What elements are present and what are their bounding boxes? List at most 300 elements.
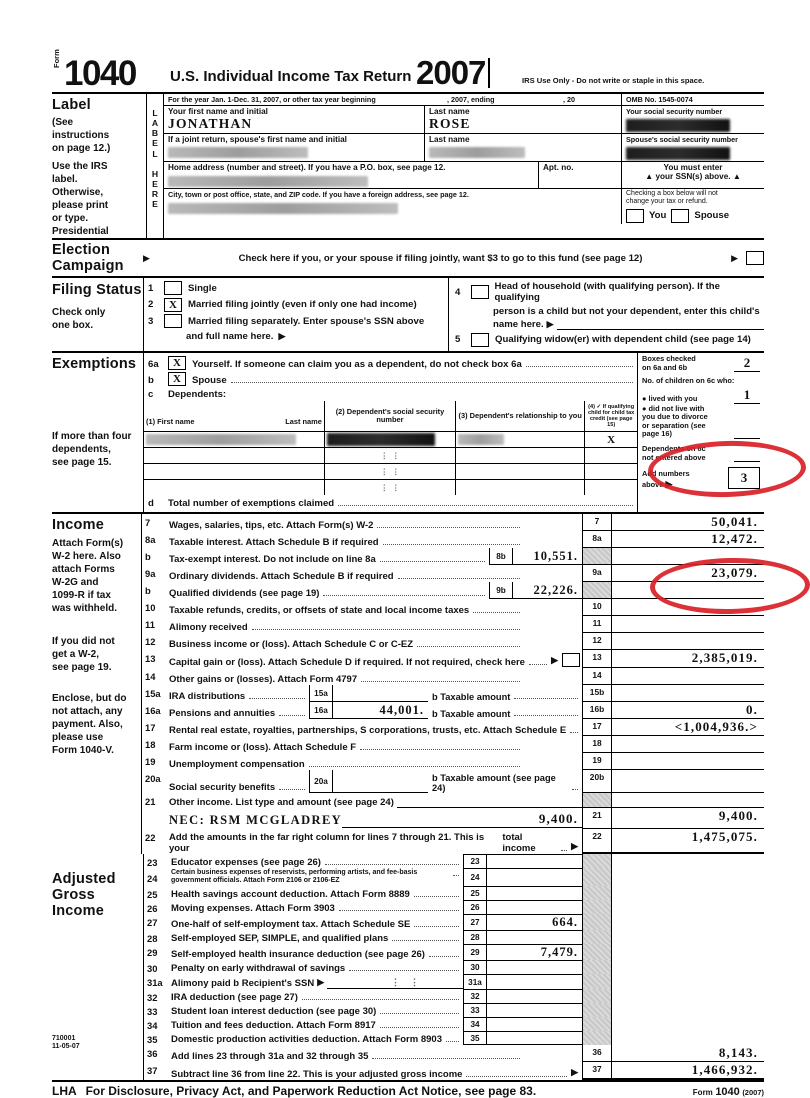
checkbox-note-line2: change your tax or refund.	[626, 197, 708, 205]
line-21-amount[interactable]: 9,400.	[611, 808, 764, 829]
tax-year-20-caption: , 20	[563, 95, 575, 104]
income-note-b1: If you did not	[52, 636, 115, 647]
line-29-amount[interactable]: 7,479.	[540, 945, 578, 959]
line-35-shade	[582, 1031, 611, 1045]
agi-line-31a[interactable]	[144, 974, 764, 989]
line-9a-amount[interactable]: 23,079.	[611, 565, 764, 582]
line-34-number: 34	[147, 1020, 158, 1031]
dependent-3-ssn-cell[interactable]: ⋮ ⋮	[324, 464, 455, 480]
line-18-number: 18	[145, 739, 156, 750]
agi-line-24[interactable]	[144, 868, 764, 886]
income-line-8b[interactable]	[142, 548, 764, 565]
line-25-number: 25	[147, 889, 158, 900]
agi-line-29[interactable]	[144, 944, 764, 960]
line-22-label-bold: total income	[502, 832, 536, 854]
line-18-amount[interactable]	[611, 736, 764, 753]
arrow-right-icon: ▶	[143, 252, 150, 263]
line-33-blank	[611, 1003, 764, 1017]
income-note-a6: was withheld.	[52, 603, 118, 614]
city-caption: City, town or post office, state, and ZIP code. If you have a foreign address, see page 12.	[168, 190, 469, 199]
line-21-box-number: 21	[582, 808, 611, 829]
line-29-shade	[582, 944, 611, 960]
exemption-6a-number: 6a	[148, 359, 159, 370]
exemption-6a-label: Yourself. If someone can claim you as a dependent, do not check box 6a	[192, 359, 522, 370]
line-9a-number: 9a	[145, 568, 156, 579]
income-line-22[interactable]	[142, 829, 764, 854]
line-20b-amount[interactable]	[611, 770, 764, 793]
filing-status-4-label: Head of household (with qualifying person). If the qualifying	[494, 281, 720, 303]
lived-with-you-value[interactable]: 1	[734, 387, 760, 404]
presidential-campaign-text: Check here if you, or your spouse if filing jointly, want $3 to go to this fund (see page 12)	[238, 252, 643, 264]
dependent-1-relationship-cell[interactable]	[456, 432, 585, 448]
line-28-subbox[interactable]	[463, 930, 582, 944]
income-note-c1: Enclose, but do	[52, 693, 127, 704]
line-9b-sub-number: 9b	[490, 582, 513, 598]
line-28-number: 28	[147, 933, 158, 944]
presidential-spouse-checkbox[interactable]	[671, 209, 689, 223]
exemption-6a-row[interactable]	[144, 353, 637, 371]
line-9b-label: Qualified dividends (see page 19)	[169, 588, 320, 599]
dependent-2-name-cell[interactable]	[144, 448, 324, 464]
filing-status-left	[52, 278, 143, 351]
children-on-6c-caption: No. of children on 6c who:	[642, 376, 735, 386]
address-redacted-value[interactable]	[168, 176, 368, 187]
line-14-box-number: 14	[582, 668, 611, 685]
line-36-amount[interactable]: 8,143.	[611, 1045, 764, 1062]
line-34-box-number: 34	[464, 1018, 487, 1031]
line-8b-shaded-box	[582, 548, 611, 565]
line-10-amount[interactable]	[611, 599, 764, 616]
dependent-row-3[interactable]	[144, 464, 637, 480]
line-31a-box-number: 31a	[464, 975, 487, 989]
line-21-shaded-box	[582, 793, 611, 808]
arrow-right-icon-3: ▶	[278, 330, 286, 341]
agi-line-33[interactable]	[144, 1003, 764, 1017]
line-35-subbox[interactable]	[463, 1031, 582, 1045]
footer-form-number: 1040	[715, 1086, 740, 1098]
add-numbers-caption: Add numbers above ▶	[642, 469, 690, 489]
dependent-4-name-cell[interactable]	[144, 480, 324, 496]
filing-status-3-checkbox[interactable]	[164, 314, 182, 328]
city-redacted-value[interactable]	[168, 203, 398, 214]
line-22-amount[interactable]: 1,475,075.	[611, 829, 764, 854]
qualifying-child-name-field[interactable]	[557, 319, 764, 330]
line-21-write-in-amount[interactable]: 9,400.	[539, 811, 582, 828]
income-line-19[interactable]	[142, 753, 764, 770]
filing-status-option-4-cont1	[455, 306, 764, 317]
privacy-notice-text: For Disclosure, Privacy Act, and Paperwork Reduction Act Notice, see page 83.	[85, 1084, 537, 1098]
dependents-relationship-header: (3) Dependent's relationship to you	[456, 401, 585, 432]
income-line-21-writein[interactable]	[142, 808, 764, 829]
agi-line-27[interactable]	[144, 914, 764, 930]
dependent-4-child-credit-cell[interactable]	[585, 480, 637, 496]
boxes-checked-value[interactable]: 2	[734, 355, 760, 372]
form-footer	[52, 1080, 764, 1098]
agi-line-30[interactable]	[144, 960, 764, 974]
line-7-number: 7	[145, 517, 151, 528]
line-32-subbox[interactable]	[463, 989, 582, 1003]
line-23-blank	[611, 854, 764, 868]
income-line-10[interactable]	[142, 599, 764, 616]
agi-line-34[interactable]	[144, 1017, 764, 1031]
filing-status-5-number: 5	[455, 334, 461, 345]
footer-form-word: Form	[692, 1088, 713, 1097]
last-name-caption: Last name	[429, 107, 470, 116]
spouse-first-name-redacted[interactable]	[168, 147, 308, 158]
label-instructions-2: instructions	[52, 130, 110, 141]
line-30-number: 30	[147, 963, 158, 974]
irs-use-only-note: IRS Use Only - Do not write or staple in this space.	[522, 76, 705, 85]
income-note-c4: please use	[52, 732, 104, 743]
line-19-amount[interactable]	[611, 753, 764, 770]
agi-line-28[interactable]	[144, 930, 764, 944]
presidential-campaign-label: Election Campaign	[52, 242, 124, 274]
label-instructions-3: on page 12.)	[52, 143, 111, 154]
line-35-blank	[611, 1031, 764, 1045]
line-16a-label: Pensions and annuities	[169, 708, 276, 719]
exemptions-section	[52, 351, 764, 512]
income-note-b2: get a W-2,	[52, 649, 100, 660]
exemptions-middle	[143, 353, 637, 512]
income-line-12[interactable]	[142, 633, 764, 650]
did-not-live-with-you-value[interactable]	[734, 438, 760, 439]
line-14-number: 14	[145, 671, 156, 682]
line-34-blank	[611, 1017, 764, 1031]
line-33-number: 33	[147, 1006, 158, 1017]
line-26-number: 26	[147, 903, 158, 914]
dependent-2-ssn-cell[interactable]: ⋮ ⋮	[324, 448, 455, 464]
more-than-four-note-3: see page 15.	[52, 457, 112, 468]
deps-not-entered-caption: Dependents on 6c not entered above	[642, 444, 706, 462]
taxpayer-name-row	[164, 106, 764, 134]
filing-status-5-label: Qualifying widow(er) with dependent child (see page 14)	[495, 334, 751, 345]
line-33-subbox[interactable]	[463, 1003, 582, 1017]
income-line-14[interactable]	[142, 668, 764, 685]
line-23-box-number: 23	[464, 855, 487, 868]
arrow-right-icon-9: ▶	[571, 1067, 578, 1077]
footer-form-year: (2007)	[742, 1088, 764, 1097]
exemption-6b-checkbox[interactable]: X	[168, 372, 186, 386]
line-9a-box-number: 9a	[582, 565, 611, 582]
line-8b-amount[interactable]: 10,551.	[533, 548, 578, 563]
line-7-label: Wages, salaries, tips, etc. Attach Form(s) W-2	[169, 520, 374, 531]
footer-notice	[52, 1084, 536, 1098]
exemption-6a-checkbox[interactable]: X	[168, 356, 186, 370]
line-23-label: Educator expenses (see page 26)	[171, 857, 321, 868]
bullet-icon-2: ●	[642, 403, 647, 413]
income-note-b3: see page 19.	[52, 662, 112, 673]
filing-status-2-number: 2	[148, 299, 154, 310]
spouse-first-name-caption: If a joint return, spouse's first name and initial	[168, 135, 347, 144]
income-line-15[interactable]	[142, 685, 764, 702]
lha-label: LHA	[52, 1084, 77, 1098]
line-13-box-number: 13	[582, 650, 611, 668]
agi-line-32[interactable]	[144, 989, 764, 1003]
line-32-shade	[582, 989, 611, 1003]
first-name-caption: Your first name and initial	[168, 107, 268, 116]
line-8b-sub-number: 8b	[490, 548, 513, 564]
last-name-value[interactable]: ROSE	[429, 116, 471, 131]
spouse-last-name-redacted[interactable]	[429, 147, 525, 158]
form-body	[52, 49, 764, 1098]
line-17-label: Rental real estate, royalties, partnerships, S corporations, trusts, etc. Attach Schedule E	[169, 725, 567, 736]
line-8a-number: 8a	[145, 534, 156, 545]
dependent-1-child-credit-mark[interactable]: X	[585, 432, 637, 448]
income-line-9a[interactable]	[142, 565, 764, 582]
ssn-redacted-value[interactable]	[626, 119, 730, 132]
income-lines	[141, 514, 764, 854]
ssn-caption: Your social security number	[626, 107, 723, 116]
line-28-label: Self-employed SEP, SIMPLE, and qualified plans	[171, 933, 389, 944]
income-line-20[interactable]	[142, 770, 764, 793]
dependent-1-ssn-redacted	[327, 433, 435, 446]
warning-triangle-right-icon: ▲	[732, 172, 741, 181]
line-30-subbox[interactable]	[463, 960, 582, 974]
filing-status-option-2[interactable]	[148, 298, 448, 312]
line-27-number: 27	[147, 917, 158, 928]
exemption-6d-label: Total number of exemptions claimed	[168, 498, 335, 509]
line-36-label: Add lines 23 through 31a and 32 through 35	[171, 1051, 369, 1062]
dependent-4-relationship-cell[interactable]	[456, 480, 585, 496]
income-note-c5: Form 1040-V.	[52, 745, 114, 756]
dependents-child-credit-header: (4) ✓ If qualifying child for child tax credit (see page 15)	[585, 401, 637, 432]
income-line-7[interactable]	[142, 514, 764, 531]
income-title: Income	[52, 517, 104, 533]
exemption-6c-row	[144, 388, 637, 401]
line-19-number: 19	[145, 756, 156, 767]
line-11-number: 11	[145, 619, 155, 630]
line-11-amount[interactable]	[611, 616, 764, 633]
filing-status-option-3-cont	[148, 331, 448, 342]
spouse-ssn-caption: Spouse's social security number	[626, 135, 738, 144]
line-14-amount[interactable]	[611, 668, 764, 685]
line-9b-subbox[interactable]	[489, 582, 582, 599]
dependent-row-2[interactable]	[144, 448, 637, 464]
line-9a-label: Ordinary dividends. Attach Schedule B if required	[169, 571, 394, 582]
city-row	[164, 189, 764, 224]
line-29-label: Self-employed health insurance deduction (see page 26)	[171, 949, 425, 960]
filing-status-2-checkbox[interactable]: X	[164, 298, 182, 312]
dependent-2-child-credit-cell[interactable]	[585, 448, 637, 464]
filing-status-5-checkbox[interactable]	[471, 333, 489, 347]
label-instructions-1: (See	[52, 117, 74, 128]
line-23-number: 23	[147, 857, 158, 868]
dependent-3-child-credit-cell[interactable]	[585, 464, 637, 480]
line-31a-subbox[interactable]	[463, 974, 582, 989]
line-29-number: 29	[147, 947, 158, 958]
line-16a-number: 16a	[145, 705, 161, 716]
label-fields-column	[164, 94, 764, 238]
line-21-number: 21	[145, 796, 156, 807]
agi-line-35[interactable]	[144, 1031, 764, 1045]
warning-triangle-left-icon: ▲	[645, 172, 654, 181]
line-12-amount[interactable]	[611, 633, 764, 650]
line-12-label: Business income or (loss). Attach Schedule C or C-EZ	[169, 639, 414, 650]
line-17-amount[interactable]: <1,004,936.>	[611, 719, 764, 736]
line-24-subbox[interactable]	[463, 868, 582, 886]
tax-year-ending-caption: , 2007, ending	[447, 95, 495, 104]
line-29-blank	[611, 944, 764, 960]
line-15a-number: 15a	[145, 688, 161, 699]
filing-status-option-4[interactable]	[455, 281, 764, 303]
dependent-3-name-cell[interactable]	[144, 464, 324, 480]
line-27-amount[interactable]: 664.	[552, 915, 578, 929]
income-line-18[interactable]	[142, 736, 764, 753]
label-otherwise: Otherwise,	[52, 187, 104, 198]
line-13-label: Capital gain or (loss). Attach Schedule D if required. If not required, check here	[169, 657, 525, 668]
dependents-last-name-header: Last name	[285, 416, 322, 426]
line-20a-label: Social security benefits	[169, 782, 276, 793]
income-note-a2: W-2 here. Also	[52, 551, 121, 562]
line-16a-subbox[interactable]	[309, 702, 428, 719]
line-8a-label: Taxable interest. Attach Schedule B if required	[169, 537, 379, 548]
agi-title-1: Adjusted	[52, 871, 116, 887]
line-35-number: 35	[147, 1034, 158, 1045]
agi-lines	[143, 854, 764, 1080]
line-15b-label: b Taxable amount	[432, 692, 511, 702]
line-23-subbox[interactable]	[463, 854, 582, 868]
line-12-box-number: 12	[582, 633, 611, 650]
line-37-amount[interactable]: 1,466,932.	[611, 1062, 764, 1080]
exemption-6d-row	[144, 495, 637, 512]
agi-line-37[interactable]	[144, 1062, 764, 1080]
line-8b-subbox[interactable]	[489, 548, 582, 565]
income-line-13[interactable]	[142, 650, 764, 668]
filing-status-option-1[interactable]	[148, 281, 448, 295]
dependent-1-name-cell[interactable]	[144, 432, 324, 448]
line-16a-amount[interactable]: 44,001.	[379, 702, 424, 717]
filing-status-option-5[interactable]	[455, 333, 764, 347]
filing-status-1-checkbox[interactable]	[164, 281, 182, 295]
exemption-6b-number: b	[148, 375, 154, 386]
line-33-label: Student loan interest deduction (see page 30)	[171, 1006, 377, 1017]
line-27-blank	[611, 914, 764, 930]
line-35-label: Domestic production activities deduction. Attach Form 8903	[171, 1034, 442, 1045]
income-line-21[interactable]	[142, 793, 764, 808]
line-16b-amount[interactable]: 0.	[611, 702, 764, 719]
line-8b-right-blank	[611, 548, 764, 565]
line-37-box-number: 37	[582, 1062, 611, 1080]
presidential-you-checkbox[interactable]	[626, 209, 644, 223]
bullet-icon-1: ●	[642, 394, 647, 404]
dependent-1-ssn-cell[interactable]	[324, 432, 455, 448]
deps-not-entered-value[interactable]	[734, 461, 760, 462]
lived-with-you-caption: ● lived with you	[642, 394, 698, 404]
line-37-label: Subtract line 36 from line 22. This is your	[171, 1069, 357, 1080]
filing-status-options-left	[143, 278, 448, 351]
apt-no-caption: Apt. no.	[543, 163, 574, 172]
line-26-subbox[interactable]	[463, 900, 582, 914]
line-25-subbox[interactable]	[463, 886, 582, 900]
line-32-blank	[611, 989, 764, 1003]
line-36-box-number: 36	[582, 1045, 611, 1062]
filing-status-3-label: Married filing separately. Enter spouse's SSN above	[188, 315, 425, 327]
line-31a-recipient-ssn-field[interactable]: ⋮ ⋮	[327, 977, 463, 989]
line-33-shade	[582, 1003, 611, 1017]
line-21-type-field[interactable]	[397, 796, 582, 808]
exemptions-title: Exemptions	[52, 356, 137, 372]
income-line-17[interactable]	[142, 719, 764, 736]
total-exemptions-value[interactable]: 3	[728, 467, 760, 489]
dependents-ssn-header: (2) Dependent's social security number	[324, 401, 455, 432]
filing-status-options-right	[448, 278, 764, 351]
dependent-3-relationship-cell[interactable]	[456, 464, 585, 480]
dependents-first-name-header: (1) First name	[146, 416, 195, 426]
spouse-ssn-redacted-value[interactable]	[626, 147, 730, 160]
exemption-6b-row[interactable]	[144, 371, 637, 388]
line-8b-number: b	[145, 551, 151, 562]
filing-status-4-continuation-1: person is a child but not your dependent, enter this child's	[493, 305, 760, 317]
line-34-subbox[interactable]	[463, 1017, 582, 1031]
dependent-row-4[interactable]	[144, 480, 637, 496]
line-20a-subbox[interactable]	[309, 770, 428, 793]
dependent-1-name-redacted	[146, 434, 296, 445]
line-20a-number: 20a	[145, 773, 161, 784]
line-15b-amount[interactable]	[611, 685, 764, 702]
income-section	[52, 512, 764, 854]
first-name-value[interactable]: JONATHAN	[168, 116, 253, 131]
filing-status-option-3[interactable]	[148, 314, 448, 328]
income-line-8a[interactable]	[142, 531, 764, 548]
spouse-last-name-caption: Last name	[429, 135, 470, 144]
line-10-label: Taxable refunds, credits, or offsets of state and local income taxes	[169, 605, 470, 616]
line-30-label: Penalty on early withdrawal of savings	[171, 963, 346, 974]
line-20b-box-number: 20b	[582, 770, 611, 793]
filing-status-4-checkbox[interactable]	[471, 285, 489, 299]
income-note-a4: W-2G and	[52, 577, 99, 588]
agi-line-26[interactable]	[144, 900, 764, 914]
line-25-label: Health savings account deduction. Attach Form 8889	[171, 889, 410, 900]
label-use-irs-1: Use the IRS	[52, 161, 108, 172]
form-code-1: 710001	[52, 1035, 76, 1042]
agi-line-25[interactable]	[144, 886, 764, 900]
line-25-blank	[611, 886, 764, 900]
line-13-amount[interactable]: 2,385,019.	[611, 650, 764, 668]
line-15b-box-number: 15b	[582, 685, 611, 702]
form-header	[52, 49, 764, 93]
line-24-label: Certain business expenses of reservists, performing artists, and fee-basis government officials. Attach Form 2106 or 2106-EZ	[171, 869, 418, 884]
line-9b-amount[interactable]: 22,226.	[533, 582, 578, 597]
more-than-four-note-1: If more than four	[52, 431, 132, 442]
line-21-write-in-text[interactable]: NEC: RSM MCGLADREY	[169, 813, 343, 827]
line-9b-right-blank	[611, 582, 764, 599]
line-15a-label: IRA distributions	[169, 691, 246, 702]
presidential-fund-checkbox[interactable]	[746, 251, 764, 265]
dependent-4-ssn-cell[interactable]: ⋮ ⋮	[324, 480, 455, 496]
income-line-16[interactable]	[142, 702, 764, 719]
address-row	[164, 162, 764, 189]
dependents-table	[144, 401, 637, 495]
line-15a-subbox[interactable]	[309, 685, 428, 702]
agi-line-23[interactable]	[144, 854, 764, 868]
footer-form-reference	[693, 1086, 764, 1098]
income-line-9b[interactable]	[142, 582, 764, 599]
arrow-right-icon-5: ▶	[665, 478, 673, 489]
line-32-label: IRA deduction (see page 27)	[171, 992, 298, 1003]
line-18-box-number: 18	[582, 736, 611, 753]
line-27-subbox[interactable]	[463, 914, 582, 930]
line-8a-amount[interactable]: 12,472.	[611, 531, 764, 548]
agi-line-36[interactable]	[144, 1045, 764, 1062]
income-line-11[interactable]	[142, 616, 764, 633]
dependent-2-relationship-cell[interactable]	[456, 448, 585, 464]
line-29-subbox[interactable]	[463, 944, 582, 960]
line-31a-number: 31a	[147, 977, 163, 988]
dependent-row-1[interactable]	[144, 432, 637, 448]
line-7-amount[interactable]: 50,041.	[611, 514, 764, 531]
form-title: U.S. Individual Income Tax Return	[170, 68, 412, 85]
line-13-not-required-checkbox[interactable]	[562, 653, 580, 667]
